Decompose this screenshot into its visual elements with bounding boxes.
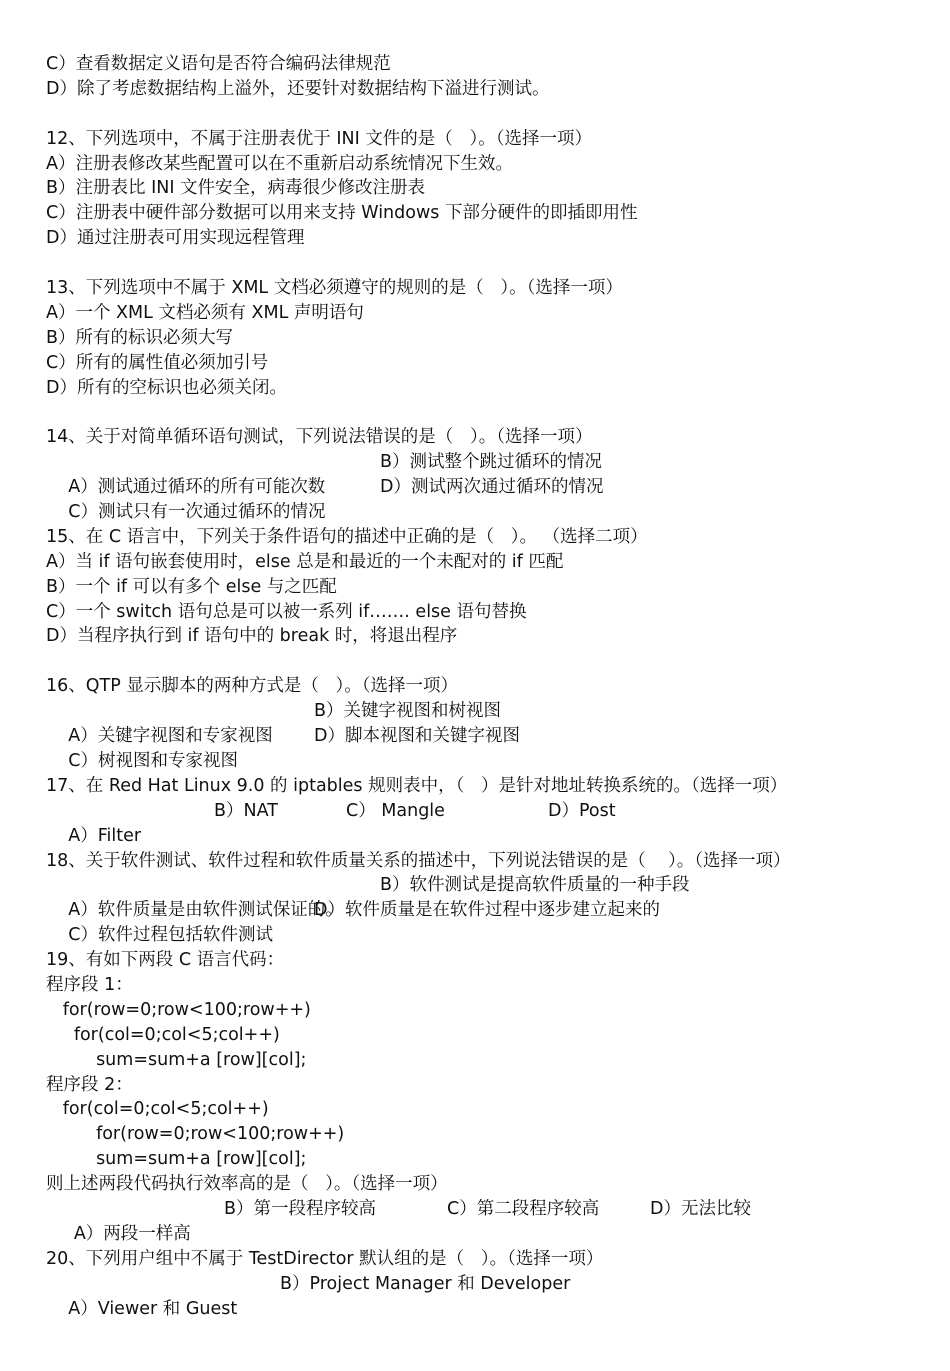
q19-code-1-line: for(col=0;col<5;col++) bbox=[46, 1024, 280, 1045]
q16-option-b: B）关键字视图和树视图 bbox=[314, 701, 502, 722]
q13-stem: 13、下列选项中不属于 XML 文档必须遵守的规则的是（ ）。（选择一项） bbox=[46, 278, 623, 299]
q14-row-cd bbox=[46, 475, 926, 523]
q16-option-a: A）关键字视图和专家视图 bbox=[68, 726, 273, 747]
q12-option-d: D）通过注册表可用实现远程管理 bbox=[46, 228, 305, 249]
q19-option-c: C）第二段程序较高 bbox=[447, 1198, 600, 1219]
q12-stem: 12、下列选项中，不属于注册表优于 INI 文件的是（ ）。（选择一项） bbox=[46, 128, 592, 149]
q17-option-a: A）Filter bbox=[68, 825, 142, 846]
q12-option-a: A）注册表修改某些配置可以在不重新启动系统情况下生效。 bbox=[46, 153, 513, 174]
q18-option-d: D）软件质量是在软件过程中逐步建立起来的 bbox=[314, 900, 660, 921]
q17-stem: 17、在 Red Hat Linux 9.0 的 iptables 规则表中，（ ）是针对地址转换系统的。（选择一项） bbox=[46, 775, 788, 796]
q19-option-d: D）无法比较 bbox=[650, 1198, 751, 1219]
q14-option-c: C）测试只有一次通过循环的情况 bbox=[68, 502, 326, 523]
q20-stem: 20、下列用户组中不属于 TestDirector 默认组的是（ ）。（选择一项） bbox=[46, 1248, 604, 1269]
q18-stem: 18、关于软件测试、软件过程和软件质量关系的描述中，下列说法错误的是（ ）。（选择一项） bbox=[46, 850, 791, 871]
q11-option-c: C）查看数据定义语句是否符合编码法律规范 bbox=[46, 54, 391, 74]
q14-option-b: B）测试整个跳过循环的情况 bbox=[380, 452, 603, 473]
q18-option-c: C）软件过程包括软件测试 bbox=[68, 925, 273, 946]
q15-option-c: C）一个 switch 语句总是可以被一系列 if……. else 语句替换 bbox=[46, 601, 527, 622]
q19-option-b: B）第一段程序较高 bbox=[224, 1198, 377, 1219]
q20-option-b: B）Project Manager 和 Developer bbox=[280, 1273, 571, 1294]
q19-code-2-line: for(col=0;col<5;col++) bbox=[46, 1099, 269, 1120]
q12-option-c: C）注册表中硬件部分数据可以用来支持 Windows 下部分硬件的即插即用性 bbox=[46, 203, 638, 224]
q19-code-2-line: for(row=0;row<100;row++) bbox=[46, 1124, 345, 1145]
q15-option-b: B）一个 if 可以有多个 else 与之匹配 bbox=[46, 576, 337, 597]
q19-code-1-line: for(row=0;row<100;row++) bbox=[46, 999, 311, 1020]
q14-option-d: D）测试两次通过循环的情况 bbox=[380, 477, 604, 498]
q11-option-d: D）除了考虑数据结构上溢外，还要针对数据结构下溢进行测试。 bbox=[46, 78, 550, 99]
q19-row-abcd bbox=[46, 1197, 926, 1244]
q13-option-c: C）所有的属性值必须加引号 bbox=[46, 352, 269, 373]
q16-stem: 16、QTP 显示脚本的两种方式是（ ）。（选择一项） bbox=[46, 676, 459, 697]
q19-question: 则上述两段代码执行效率高的是（ ）。（选择一项） bbox=[46, 1174, 448, 1195]
q13-option-a: A）一个 XML 文档必须有 XML 声明语句 bbox=[46, 302, 364, 323]
q20-row-ab bbox=[46, 1272, 926, 1319]
q19-stem: 19、有如下两段 C 语言代码： bbox=[46, 950, 285, 971]
q16-option-c: C）树视图和专家视图 bbox=[68, 750, 238, 771]
q15-option-a: A）当 if 语句嵌套使用时，else 总是和最近的一个未配对的 if 匹配 bbox=[46, 551, 564, 572]
q18-option-a: A）软件质量是由软件测试保证的。 bbox=[68, 900, 343, 921]
q18-row-cd bbox=[46, 898, 926, 946]
q19-option-a: A）两段一样高 bbox=[68, 1223, 191, 1244]
q19-segment-1-label: 程序段 1： bbox=[46, 974, 133, 995]
q16-option-d: D）脚本视图和关键字视图 bbox=[314, 726, 520, 747]
q14-option-a: A）测试通过循环的所有可能次数 bbox=[68, 477, 326, 498]
q15-option-d: D）当程序执行到 if 语句中的 break 时，将退出程序 bbox=[46, 626, 458, 647]
exam-page bbox=[46, 52, 926, 1319]
q17-option-c: C） Mangle bbox=[346, 800, 445, 821]
q13-option-b: B）所有的标识必须大写 bbox=[46, 327, 234, 348]
q19-code-2-line: sum=sum+a [row][col]; bbox=[46, 1149, 307, 1170]
q17-row-abcd bbox=[46, 799, 926, 846]
q19-segment-2-label: 程序段 2： bbox=[46, 1074, 133, 1095]
q20-option-a: A）Viewer 和 Guest bbox=[68, 1298, 238, 1319]
q19-code-1-line: sum=sum+a [row][col]; bbox=[46, 1049, 307, 1070]
q18-option-b: B）软件测试是提高软件质量的一种手段 bbox=[380, 875, 690, 896]
q13-option-d: D）所有的空标识也必须关闭。 bbox=[46, 377, 287, 398]
q15-stem: 15、在 C 语言中，下列关于条件语句的描述中正确的是（ ）。 （选择二项） bbox=[46, 526, 648, 547]
q16-row-cd bbox=[46, 724, 926, 771]
q14-stem: 14、关于对简单循环语句测试，下列说法错误的是（ ）。（选择一项） bbox=[46, 427, 593, 448]
q17-option-b: B）NAT bbox=[214, 800, 278, 821]
q12-option-b: B）注册表比 INI 文件安全，病毒很少修改注册表 bbox=[46, 178, 426, 199]
q17-option-d: D）Post bbox=[548, 800, 616, 821]
